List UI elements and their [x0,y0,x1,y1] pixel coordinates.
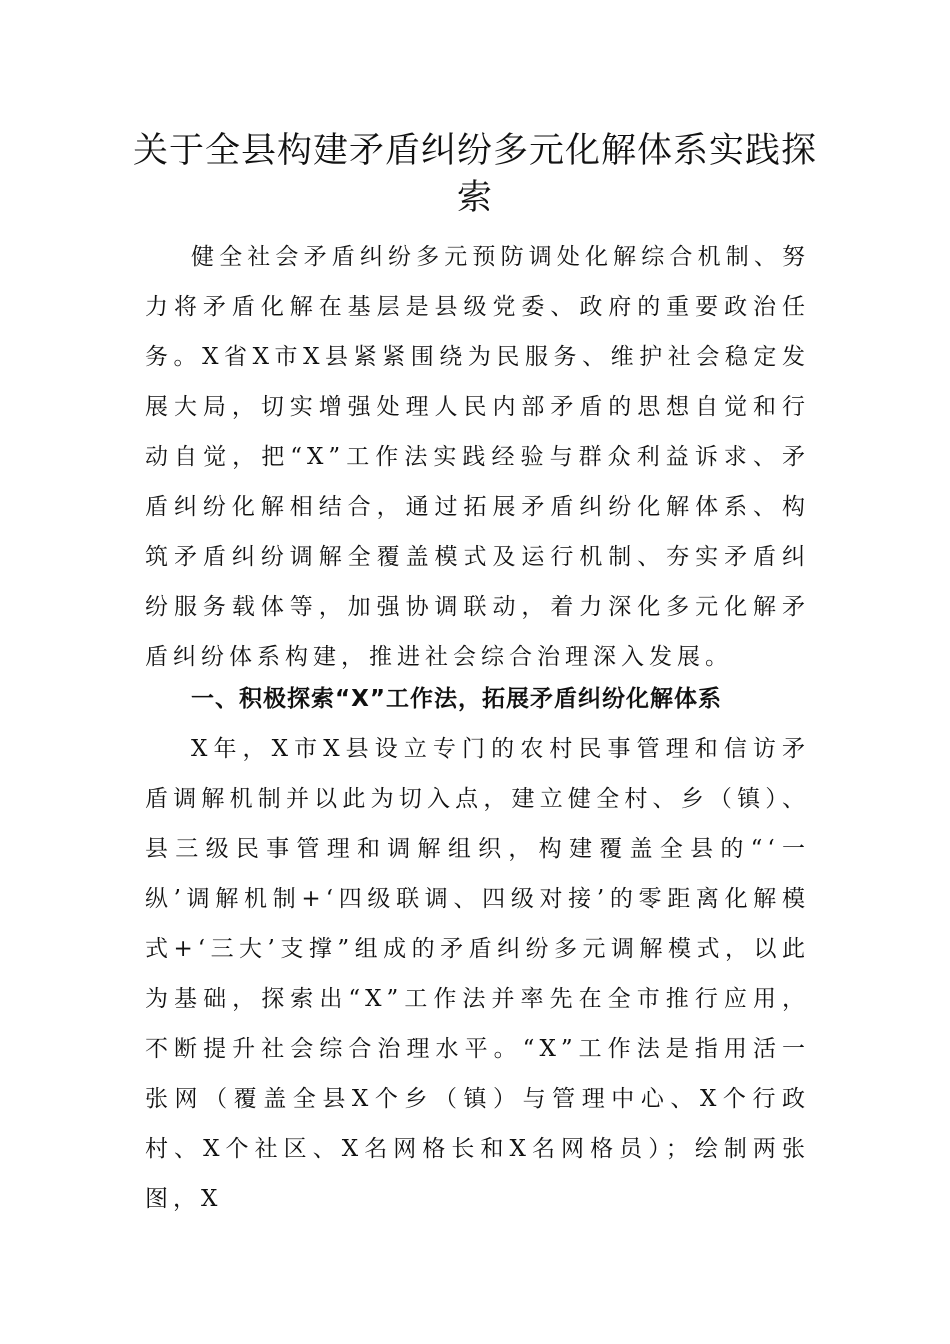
section-1-paragraph: X年，X市X县设立专门的农村民事管理和信访矛盾调解机制并以此为切入点，建立健全村、乡（镇）、县三级民事管理和调解组织，构建覆盖全县的“‘一纵’调解机制+‘四级联调、四级对接’的零距离化解模式+‘三大’支撑”组成的矛盾纠纷多元调解模式，以此为基础，探索出“X”工作法并率先在全市推行应用，不断提升社会综合治理水平。“X”工作法是指用活一张网（覆盖全县X个乡（镇）与管理中心、X个行政村、X个社区、X名网格长和X名网格员）；绘制两张图，X [145,736,810,1212]
document-title: 关于全县构建矛盾纠纷多元化解体系实践探索 [132,131,817,218]
section-1-heading: 一、积极探索“X”工作法，拓展矛盾纠纷化解体系 [191,686,722,712]
intro-paragraph: 健全社会矛盾纠纷多元预防调处化解综合机制、努力将矛盾化解在基层是县级党委、政府的重要政治任务。X省X市X县紧紧围绕为民服务、维护社会稳定发展大局，切实增强处理人民内部矛盾的思想自觉和行动自觉，把“X”工作法实践经验与群众利益诉求、矛盾纠纷化解相结合，通过拓展矛盾纠纷化解体系、构筑矛盾纠纷调解全覆盖模式及运行机制、夯实矛盾纠纷服务载体等，加强协调联动，着力深化多元化解矛盾纠纷体系构建，推进社会综合治理深入发展。 [145,244,810,670]
